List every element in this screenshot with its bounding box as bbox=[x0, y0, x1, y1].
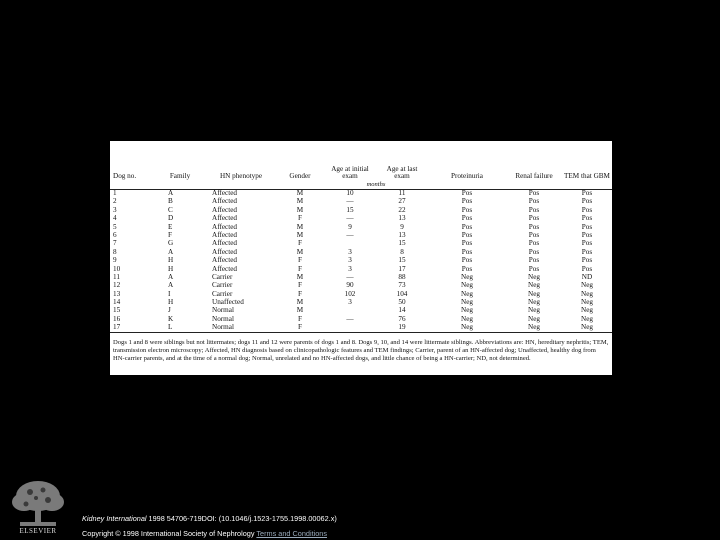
cell-family: L bbox=[154, 324, 206, 333]
cell-renal-failure: Neg bbox=[528, 306, 540, 315]
cell-age-initial: 9 bbox=[348, 222, 352, 231]
citation bbox=[82, 514, 337, 523]
header-tem: TEM that GBM bbox=[564, 172, 610, 181]
cell-renal-failure: Neg bbox=[528, 281, 540, 290]
cell-proteinuria: Neg bbox=[461, 272, 473, 281]
cell-age-last: 73 bbox=[398, 281, 406, 290]
cell-proteinuria: Pos bbox=[461, 264, 473, 273]
cell-family: K bbox=[168, 314, 174, 323]
cell-gender: M bbox=[296, 272, 304, 281]
cell-proteinuria: Neg bbox=[461, 306, 473, 315]
cell-age-initial: — bbox=[346, 314, 354, 323]
header-spacer bbox=[276, 181, 324, 189]
cell-dog-no: 10 bbox=[113, 264, 121, 273]
cell-dog-no: 17 bbox=[110, 324, 154, 333]
cell-age-initial: 3 bbox=[348, 247, 352, 256]
header-age-last: Age at last exam bbox=[386, 164, 418, 181]
cell-dog-no: 16 bbox=[113, 314, 121, 323]
copyright-text: Copyright © 1998 International Society of Nephrology bbox=[82, 529, 255, 538]
cell-renal-failure: Pos bbox=[528, 247, 540, 256]
cell-age-initial: 15 bbox=[346, 205, 354, 214]
data-table bbox=[110, 141, 612, 333]
cell-proteinuria: Neg bbox=[461, 314, 473, 323]
cell-age-last: 88 bbox=[398, 272, 406, 281]
cell-dog-no: 12 bbox=[113, 281, 121, 290]
cell-phenotype: Unaffected bbox=[212, 298, 244, 307]
cell-renal-failure: Neg bbox=[528, 298, 540, 307]
cell-gender: F bbox=[298, 314, 302, 323]
cell-age-last: 13 bbox=[398, 214, 406, 223]
cell-proteinuria: Pos bbox=[461, 197, 473, 206]
cell-tem: Neg bbox=[581, 281, 593, 290]
cell-age-last: 13 bbox=[398, 230, 406, 239]
cell-renal-failure: Pos bbox=[528, 230, 540, 239]
cell-tem: Pos bbox=[581, 264, 593, 273]
cell-tem: Neg bbox=[581, 298, 593, 307]
cell-tem: Neg bbox=[581, 306, 593, 315]
table-body bbox=[110, 189, 612, 333]
cell-phenotype: Affected bbox=[212, 264, 238, 273]
cell-proteinuria: Pos bbox=[461, 222, 473, 231]
cell-age-last: 8 bbox=[400, 247, 404, 256]
header-gender: Gender bbox=[289, 172, 311, 181]
cell-gender: M bbox=[296, 306, 304, 315]
cell-age-initial: 102 bbox=[344, 289, 356, 298]
age-units: months bbox=[324, 181, 428, 189]
cell-age-last: 50 bbox=[398, 298, 406, 307]
cell-family: A bbox=[168, 247, 174, 256]
cell-gender: F bbox=[298, 214, 302, 223]
cell-family: D bbox=[168, 214, 174, 223]
cell-age-last: 19 bbox=[376, 324, 428, 333]
cell-age-initial: — bbox=[346, 197, 354, 206]
cell-gender: F bbox=[298, 264, 302, 273]
cell-renal-failure: Pos bbox=[528, 222, 540, 231]
cell-age-last: 14 bbox=[398, 306, 406, 315]
cell-dog-no: 13 bbox=[113, 289, 121, 298]
cell-age-last: 9 bbox=[400, 222, 404, 231]
cell-proteinuria: Pos bbox=[461, 230, 473, 239]
cell-tem: Neg bbox=[581, 289, 593, 298]
header-dog-no: Dog no. bbox=[113, 172, 137, 181]
cell-dog-no: 15 bbox=[113, 306, 121, 315]
cell-tem: Pos bbox=[581, 256, 593, 265]
cell-age-initial: — bbox=[346, 214, 354, 223]
terms-link[interactable]: Terms and Conditions bbox=[256, 529, 327, 538]
cell-age-initial: 3 bbox=[348, 264, 352, 273]
cell-phenotype: Normal bbox=[206, 324, 276, 333]
cell-gender: M bbox=[296, 205, 304, 214]
cell-age-initial bbox=[324, 324, 376, 333]
cell-gender: F bbox=[276, 324, 324, 333]
cell-tem: Neg bbox=[581, 314, 593, 323]
cell-age-last: 17 bbox=[398, 264, 406, 273]
cell-renal-failure: Neg bbox=[506, 324, 562, 333]
cell-family: A bbox=[168, 281, 174, 290]
cell-family: C bbox=[168, 205, 173, 214]
cell-tem: Pos bbox=[581, 214, 593, 223]
cell-phenotype: Affected bbox=[212, 247, 238, 256]
cell-dog-no: 8 bbox=[113, 247, 117, 256]
cell-age-last: 15 bbox=[398, 256, 406, 265]
cell-dog-no: 1 bbox=[113, 188, 117, 197]
cell-tem: ND bbox=[581, 272, 593, 281]
cell-age-initial: — bbox=[346, 230, 354, 239]
header-spacer bbox=[562, 181, 612, 189]
cell-proteinuria: Pos bbox=[461, 247, 473, 256]
cell-phenotype: Affected bbox=[212, 188, 238, 197]
cell-age-last: 22 bbox=[398, 205, 406, 214]
cell-phenotype: Affected bbox=[212, 239, 238, 248]
header-spacer bbox=[110, 181, 154, 189]
cell-renal-failure: Pos bbox=[528, 264, 540, 273]
cell-dog-no: 2 bbox=[113, 197, 117, 206]
cell-family: A bbox=[168, 272, 174, 281]
cell-phenotype: Carrier bbox=[212, 272, 233, 281]
cell-tem: Neg bbox=[562, 324, 612, 333]
cell-phenotype: Normal bbox=[212, 314, 234, 323]
cell-dog-no: 4 bbox=[113, 214, 117, 223]
cell-age-last: 11 bbox=[398, 188, 406, 197]
cell-family: H bbox=[168, 256, 174, 265]
header-spacer bbox=[206, 181, 276, 189]
cell-age-last: 15 bbox=[398, 239, 406, 248]
cell-proteinuria: Neg bbox=[461, 281, 473, 290]
cell-family: I bbox=[168, 289, 171, 298]
table-row bbox=[110, 324, 612, 333]
cell-family: G bbox=[168, 239, 174, 248]
cell-phenotype: Affected bbox=[212, 230, 238, 239]
cell-renal-failure: Neg bbox=[528, 289, 540, 298]
cell-gender: M bbox=[296, 197, 304, 206]
cell-dog-no: 11 bbox=[113, 272, 120, 281]
cell-tem: Pos bbox=[581, 222, 593, 231]
cell-age-initial: 90 bbox=[346, 281, 354, 290]
cell-gender: M bbox=[296, 247, 304, 256]
cell-dog-no: 7 bbox=[113, 239, 117, 248]
cell-gender: F bbox=[298, 281, 302, 290]
cell-age-initial: 3 bbox=[348, 256, 352, 265]
cell-phenotype: Affected bbox=[212, 205, 238, 214]
cell-family: H bbox=[168, 264, 174, 273]
cell-phenotype: Affected bbox=[212, 214, 238, 223]
copyright-line bbox=[82, 529, 327, 538]
citation-details: 1998 54706-719DOI: (10.1046/j.1523-1755.1998.00062.x) bbox=[146, 514, 337, 523]
cell-proteinuria: Pos bbox=[461, 188, 473, 197]
cell-gender: F bbox=[298, 289, 302, 298]
header-proteinuria: Proteinuria bbox=[451, 172, 483, 181]
cell-dog-no: 14 bbox=[113, 298, 121, 307]
cell-gender: F bbox=[298, 239, 302, 248]
cell-gender: F bbox=[298, 256, 302, 265]
cell-family: H bbox=[168, 298, 174, 307]
cell-renal-failure: Pos bbox=[528, 239, 540, 248]
cell-renal-failure: Pos bbox=[528, 214, 540, 223]
header-spacer bbox=[154, 181, 206, 189]
cell-family: E bbox=[168, 222, 173, 231]
cell-age-initial: — bbox=[346, 272, 354, 281]
header-spacer bbox=[428, 181, 506, 189]
journal-name: Kidney International bbox=[82, 514, 147, 523]
header-spacer bbox=[506, 181, 562, 189]
cell-proteinuria: Neg bbox=[461, 298, 473, 307]
cell-phenotype: Affected bbox=[212, 256, 238, 265]
table-footnote: Dogs 1 and 8 were siblings but not littermates; dogs 11 and 12 were parents of dogs 1 and 8. Dogs 9, 10, and 14 were littermate siblings. Abbreviations are: HN, hereditary nephritis; TEM, transmission electron microscopy; Affected, HN diagnosis based on clinicopathologic features and TEM findings; Carrier, parent of an HN-affected dog; Unaffected, healthy dog from HN-carrier parents, and at the time of a normal dog; Normal, unrelated and no HN-affected dogs, and little chance of being a HN-carrier; ND, not determined. bbox=[113, 339, 609, 363]
table-row bbox=[110, 257, 612, 265]
cell-tem: Pos bbox=[581, 247, 593, 256]
cell-family: B bbox=[168, 197, 173, 206]
cell-renal-failure: Pos bbox=[528, 188, 540, 197]
header-renal-failure: Renal failure bbox=[515, 172, 553, 181]
cell-phenotype: Carrier bbox=[212, 289, 233, 298]
cell-proteinuria: Pos bbox=[461, 239, 473, 248]
cell-family: A bbox=[168, 188, 174, 197]
cell-tem: Pos bbox=[581, 197, 593, 206]
cell-age-initial: 3 bbox=[348, 298, 352, 307]
header-phenotype: HN phenotype bbox=[219, 172, 263, 181]
cell-dog-no: 3 bbox=[113, 205, 117, 214]
cell-gender: M bbox=[296, 230, 304, 239]
cell-proteinuria: Neg bbox=[461, 289, 473, 298]
table-image bbox=[110, 141, 612, 375]
cell-age-last: 76 bbox=[398, 314, 406, 323]
cell-phenotype: Affected bbox=[212, 222, 238, 231]
cell-gender: M bbox=[296, 222, 304, 231]
cell-family: F bbox=[168, 230, 172, 239]
table-row bbox=[110, 215, 612, 223]
cell-family: J bbox=[168, 306, 171, 315]
cell-gender: M bbox=[296, 298, 304, 307]
cell-tem: Pos bbox=[581, 205, 593, 214]
cell-age-last: 27 bbox=[398, 197, 406, 206]
header-family: Family bbox=[169, 172, 191, 181]
cell-renal-failure: Pos bbox=[528, 256, 540, 265]
cell-phenotype: Affected bbox=[212, 197, 238, 206]
cell-tem: Pos bbox=[581, 230, 593, 239]
cell-renal-failure: Pos bbox=[528, 205, 540, 214]
cell-renal-failure: Neg bbox=[528, 314, 540, 323]
cell-renal-failure: Pos bbox=[528, 197, 540, 206]
cell-gender: M bbox=[296, 188, 304, 197]
header-age-initial: Age at initial exam bbox=[331, 164, 369, 181]
cell-phenotype: Carrier bbox=[212, 281, 233, 290]
cell-tem: Pos bbox=[581, 188, 593, 197]
cell-dog-no: 9 bbox=[113, 256, 117, 265]
cell-proteinuria: Pos bbox=[461, 214, 473, 223]
cell-proteinuria: Neg bbox=[428, 324, 506, 333]
cell-proteinuria: Pos bbox=[461, 205, 473, 214]
cell-tem: Pos bbox=[581, 239, 593, 248]
publisher-name: ELSEVIER bbox=[19, 527, 57, 535]
cell-age-initial: 10 bbox=[346, 188, 354, 197]
cell-dog-no: 6 bbox=[113, 230, 117, 239]
cell-phenotype: Normal bbox=[212, 306, 234, 315]
cell-age-last: 104 bbox=[396, 289, 408, 298]
cell-dog-no: 5 bbox=[113, 222, 117, 231]
cell-proteinuria: Pos bbox=[461, 256, 473, 265]
cell-renal-failure: Neg bbox=[528, 272, 540, 281]
